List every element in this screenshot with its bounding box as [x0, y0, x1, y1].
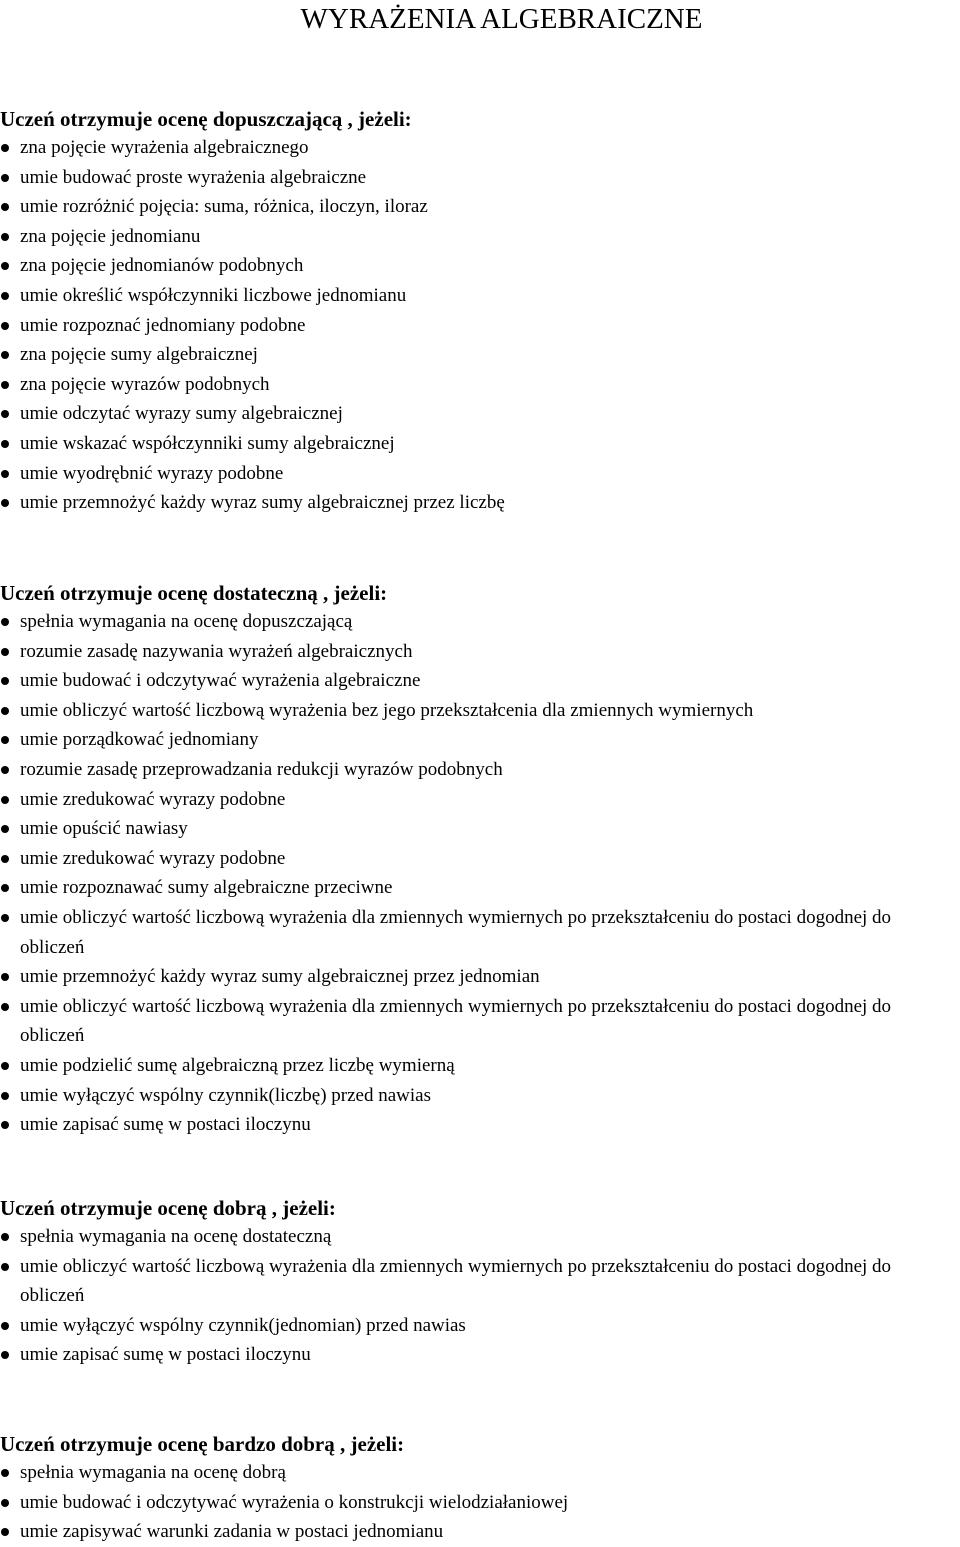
list-item-text: zna pojęcie wyrażenia algebraicznego [20, 137, 309, 158]
list-item [0, 785, 960, 815]
list-item-text: umie obliczyć wartość liczbową wyrażenia dla zmiennych wymiernych po przekształceniu do postaci dogodnej do obliczeń [20, 995, 892, 1047]
list-item-text: umie budować i odczytywać wyrażenia algebraiczne [20, 670, 421, 692]
bullet-icon [1, 233, 9, 241]
list-item-text: spełnia wymagania na ocenę dostateczną [20, 1226, 332, 1247]
list-item [0, 192, 960, 222]
list-item-text: spełnia wymagania na ocenę dobrą [20, 1462, 286, 1483]
bullet-icon [1, 262, 9, 270]
bullet-icon [1, 1003, 9, 1011]
bullet-icon [1, 322, 9, 330]
list-item-text: umie podzielić sumę algebraiczną przez liczbę wymierną [20, 1054, 455, 1076]
list-item-text: zna pojęcie sumy algebraicznej [20, 344, 258, 366]
list-item-text: umie obliczyć wartość liczbową wyrażenia dla zmiennych wymiernych po przekształceniu do postaci dogodnej do obliczeń [20, 1255, 892, 1307]
bullet-icon [1, 914, 9, 922]
list-item [0, 725, 960, 755]
list-item-text: umie budować i odczytywać wyrażenia o konstrukcji wielodziałaniowej [20, 1491, 569, 1513]
bullet-icon [1, 736, 9, 744]
list-item-text: umie rozróżnić pojęcia: suma, różnica, iloczyn, iloraz [20, 196, 428, 218]
bullet-icon [1, 677, 9, 685]
list-item [0, 844, 960, 874]
list-item [0, 666, 960, 696]
list-item [0, 399, 960, 429]
list-item [0, 370, 960, 400]
requirements-list [0, 1222, 960, 1370]
bullet-icon [1, 1322, 9, 1330]
bullet-icon [1, 351, 9, 359]
list-item [0, 1340, 960, 1370]
bullet-icon [1, 825, 9, 833]
list-item-text: umie wskazać współczynniki sumy algebraicznej [20, 432, 395, 454]
list-item [0, 814, 960, 844]
list-item [0, 251, 960, 281]
bullet-icon [1, 618, 9, 626]
list-item [0, 1311, 960, 1341]
list-item [0, 429, 960, 459]
list-item-text: umie obliczyć wartość liczbową wyrażenia bez jego przekształcenia dla zmiennych wymiernych [20, 699, 754, 721]
list-item-text: zna pojęcie wyrazów podobnych [20, 373, 270, 395]
list-item [0, 1110, 960, 1140]
list-item-text: umie zapisywać warunki zadania w postaci jednomianu [20, 1521, 444, 1543]
bullet-icon [1, 1062, 9, 1070]
list-item-text: umie porządkować jednomiany [20, 729, 259, 751]
bullet-icon [1, 203, 9, 211]
bullet-icon [1, 381, 9, 389]
bullet-icon [1, 1351, 9, 1359]
bullet-icon [1, 1528, 9, 1536]
bullet-icon [1, 1499, 9, 1507]
list-item-text: umie zapisać sumę w postaci iloczynu [20, 1344, 311, 1366]
list-item-text: umie zredukować wyrazy podobne [20, 847, 286, 869]
bullet-icon [1, 174, 9, 182]
bullet-icon [1, 470, 9, 478]
list-item-text: umie obliczyć wartość liczbową wyrażenia dla zmiennych wymiernych po przekształceniu do postaci dogodnej do obliczeń [20, 906, 892, 958]
grade-section [0, 579, 960, 1140]
list-item [0, 1488, 960, 1518]
section-heading: Uczeń otrzymuje ocenę dopuszczającą , jeżeli: [0, 107, 412, 131]
list-item-text: rozumie zasadę nazywania wyrażeń algebraicznych [20, 640, 413, 662]
bullet-icon [1, 410, 9, 418]
list-item [0, 488, 960, 518]
list-item-text: umie zapisać sumę w postaci iloczynu [20, 1114, 311, 1136]
list-item-text: umie wyłączyć wspólny czynnik(liczbę) przed nawias [20, 1084, 431, 1106]
bullet-icon [1, 707, 9, 715]
bullet-icon [1, 766, 9, 774]
list-item [0, 637, 960, 667]
list-item-text: zna pojęcie jednomianów podobnych [20, 255, 304, 277]
bullet-icon [1, 144, 9, 152]
grade-section [0, 1194, 960, 1370]
list-item [0, 1051, 960, 1081]
bullet-icon [1, 292, 9, 300]
list-item [0, 903, 960, 962]
list-item-text: umie przemnożyć każdy wyraz sumy algebraicznej przez liczbę [20, 492, 505, 514]
list-item [0, 311, 960, 341]
list-item-text: zna pojęcie jednomianu [20, 225, 201, 247]
requirements-list [0, 607, 960, 1140]
list-item-text: umie rozpoznać jednomiany podobne [20, 314, 306, 336]
bullet-icon [1, 796, 9, 804]
list-item-text: spełnia wymagania na ocenę dopuszczającą [20, 611, 353, 632]
bullet-icon [1, 884, 9, 892]
bullet-icon [1, 1092, 9, 1100]
bullet-icon [1, 1263, 9, 1271]
list-item-text: umie opuścić nawiasy [20, 818, 188, 840]
grade-section [0, 1430, 960, 1547]
list-item [0, 1222, 960, 1252]
list-item-text: umie wyłączyć wspólny czynnik(jednomian) przed nawias [20, 1314, 466, 1336]
list-item-text: umie wyodrębnić wyrazy podobne [20, 462, 284, 484]
list-item [0, 962, 960, 992]
list-item [0, 696, 960, 726]
section-heading: Uczeń otrzymuje ocenę dobrą , jeżeli: [0, 1196, 336, 1220]
list-item-text: umie rozpoznawać sumy algebraiczne przeciwne [20, 877, 393, 899]
bullet-icon [1, 973, 9, 981]
list-item-text: umie określić współczynniki liczbowe jednomianu [20, 284, 407, 306]
requirements-list [0, 1458, 960, 1547]
list-item [0, 1081, 960, 1111]
grade-section [0, 105, 960, 518]
list-item [0, 1252, 960, 1311]
bullet-icon [1, 1233, 9, 1241]
list-item [0, 133, 960, 163]
list-item [0, 1517, 960, 1547]
list-item [0, 755, 960, 785]
list-item [0, 340, 960, 370]
list-item-text: umie zredukować wyrazy podobne [20, 788, 286, 810]
bullet-icon [1, 855, 9, 863]
list-item [0, 222, 960, 252]
list-item-text: umie odczytać wyrazy sumy algebraicznej [20, 403, 343, 425]
bullet-icon [1, 1469, 9, 1477]
list-item [0, 281, 960, 311]
bullet-icon [1, 499, 9, 507]
list-item [0, 459, 960, 489]
list-item [0, 163, 960, 193]
bullet-icon [1, 440, 9, 448]
list-item [0, 992, 960, 1051]
list-item-text: umie przemnożyć każdy wyraz sumy algebraicznej przez jednomian [20, 966, 540, 988]
list-item-text: umie budować proste wyrażenia algebraiczne [20, 166, 367, 188]
bullet-icon [1, 1121, 9, 1129]
list-item [0, 1458, 960, 1488]
list-item [0, 607, 960, 637]
document-title: WYRAŻENIA ALGEBRAICZNE [300, 3, 703, 35]
requirements-list [0, 133, 960, 518]
section-heading: Uczeń otrzymuje ocenę bardzo dobrą , jeżeli: [0, 1432, 405, 1456]
list-item [0, 873, 960, 903]
section-heading: Uczeń otrzymuje ocenę dostateczną , jeżeli: [0, 581, 388, 605]
list-item-text: rozumie zasadę przeprowadzania redukcji wyrazów podobnych [20, 758, 503, 780]
bullet-icon [1, 648, 9, 656]
